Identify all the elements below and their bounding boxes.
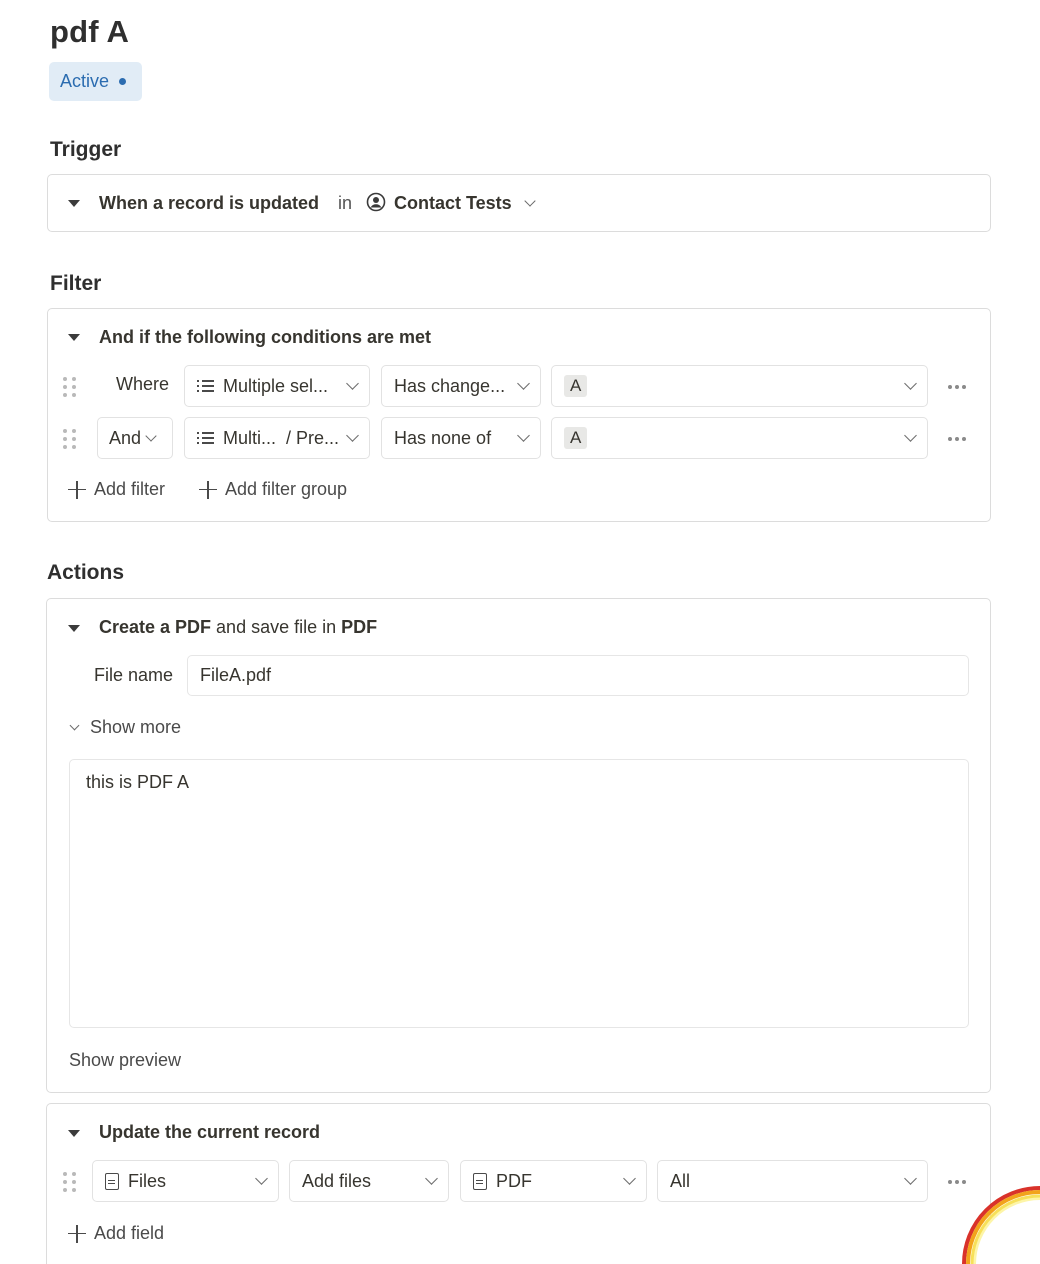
- add-filter-group-label: Add filter group: [225, 479, 348, 499]
- collapse-caret-icon[interactable]: [68, 200, 80, 207]
- trigger-connector: in: [338, 193, 353, 213]
- chevron-down-icon: [517, 429, 530, 442]
- chevron-down-icon: [255, 1172, 268, 1185]
- update-scope-value: All: [670, 1170, 691, 1191]
- show-more-label: Show more: [90, 717, 182, 737]
- pdf-action-title: [99, 617, 377, 638]
- drag-handle-icon[interactable]: [63, 429, 77, 449]
- chevron-down-icon: [346, 429, 359, 442]
- filter-heading: Filter: [50, 272, 102, 295]
- drag-handle-icon[interactable]: [63, 1172, 77, 1192]
- status-dot-icon: [119, 78, 126, 85]
- trigger-event[interactable]: When a record is updated: [99, 193, 320, 213]
- update-source-select[interactable]: [460, 1160, 647, 1202]
- collapse-caret-icon[interactable]: [68, 334, 80, 341]
- update-action-card: [46, 1103, 991, 1264]
- filter-value-select[interactable]: [551, 417, 928, 459]
- actions-heading: Actions: [47, 561, 125, 584]
- trigger-card: [47, 174, 991, 232]
- status-label: Active: [60, 71, 110, 91]
- file-name-label: File name: [94, 665, 174, 685]
- filter-property-select[interactable]: [184, 365, 370, 407]
- page-title: pdf A: [50, 14, 130, 49]
- add-filter-button[interactable]: [68, 479, 165, 500]
- filter-conjunction-select[interactable]: [97, 417, 173, 459]
- update-mode-value: Add files: [302, 1170, 372, 1191]
- more-options-icon[interactable]: [948, 385, 966, 389]
- filter-value-select[interactable]: [551, 365, 928, 407]
- plus-icon: [68, 481, 86, 499]
- chevron-down-icon: [904, 429, 917, 442]
- chevron-down-icon: [145, 430, 156, 441]
- status-badge[interactable]: [49, 62, 142, 101]
- chevron-down-icon: [517, 377, 530, 390]
- filter-property-select[interactable]: [184, 417, 370, 459]
- chevron-down-icon: [904, 1172, 917, 1185]
- list-icon: [197, 380, 214, 392]
- filter-row-lead: Where: [116, 374, 170, 394]
- drag-handle-icon[interactable]: [63, 377, 77, 397]
- plus-icon: [68, 1225, 86, 1243]
- show-more-toggle[interactable]: [71, 717, 181, 738]
- filter-operator-select[interactable]: [381, 365, 541, 407]
- list-icon: [197, 432, 214, 444]
- filter-value-tag: A: [564, 375, 587, 397]
- filter-card: [47, 308, 991, 522]
- filter-property-value: Multi... / Pre...: [223, 427, 340, 448]
- trigger-heading: Trigger: [50, 138, 122, 161]
- pdf-action-title-part: and save file in: [211, 617, 342, 637]
- file-icon: [473, 1173, 487, 1190]
- trigger-database[interactable]: Contact Tests: [394, 193, 512, 213]
- show-preview-button[interactable]: Show preview: [69, 1050, 182, 1070]
- file-icon: [105, 1173, 119, 1190]
- update-source-value: PDF: [496, 1170, 532, 1191]
- pdf-action-title-part: Create a PDF: [99, 617, 212, 637]
- chevron-down-icon: [346, 377, 359, 390]
- filter-summary: And if the following conditions are met: [99, 327, 431, 347]
- update-scope-select[interactable]: [657, 1160, 928, 1202]
- chevron-down-icon: [904, 377, 917, 390]
- update-mode-select[interactable]: [289, 1160, 449, 1202]
- add-field-button[interactable]: [68, 1223, 164, 1244]
- update-field-select[interactable]: [92, 1160, 279, 1202]
- chevron-down-icon: [623, 1172, 636, 1185]
- collapse-caret-icon[interactable]: [68, 1130, 80, 1137]
- database-user-icon: [366, 192, 386, 217]
- pdf-content-editor[interactable]: this is PDF A: [69, 759, 969, 1028]
- filter-operator-select[interactable]: [381, 417, 541, 459]
- add-filter-label: Add filter: [94, 479, 166, 499]
- corner-logo-icon: [960, 1184, 1040, 1264]
- filter-property-value: Multiple sel...: [223, 375, 329, 396]
- chevron-down-icon: [70, 720, 80, 730]
- filter-operator-value: Has none of: [394, 427, 492, 448]
- collapse-caret-icon[interactable]: [68, 625, 80, 632]
- pdf-action-card: [46, 598, 991, 1093]
- add-field-label: Add field: [94, 1223, 165, 1243]
- filter-conjunction-value: And: [109, 427, 142, 448]
- add-filter-group-button[interactable]: [199, 479, 347, 500]
- file-name-input[interactable]: FileA.pdf: [187, 655, 969, 696]
- more-options-icon[interactable]: [948, 437, 966, 441]
- update-field-value: Files: [128, 1170, 167, 1191]
- filter-operator-value: Has change...: [394, 375, 506, 396]
- plus-icon: [199, 481, 217, 499]
- update-action-title: Update the current record: [99, 1122, 321, 1142]
- database-chevron-down-icon[interactable]: [524, 195, 535, 206]
- chevron-down-icon: [425, 1172, 438, 1185]
- filter-value-tag: A: [564, 427, 587, 449]
- pdf-action-title-part: PDF: [341, 617, 378, 637]
